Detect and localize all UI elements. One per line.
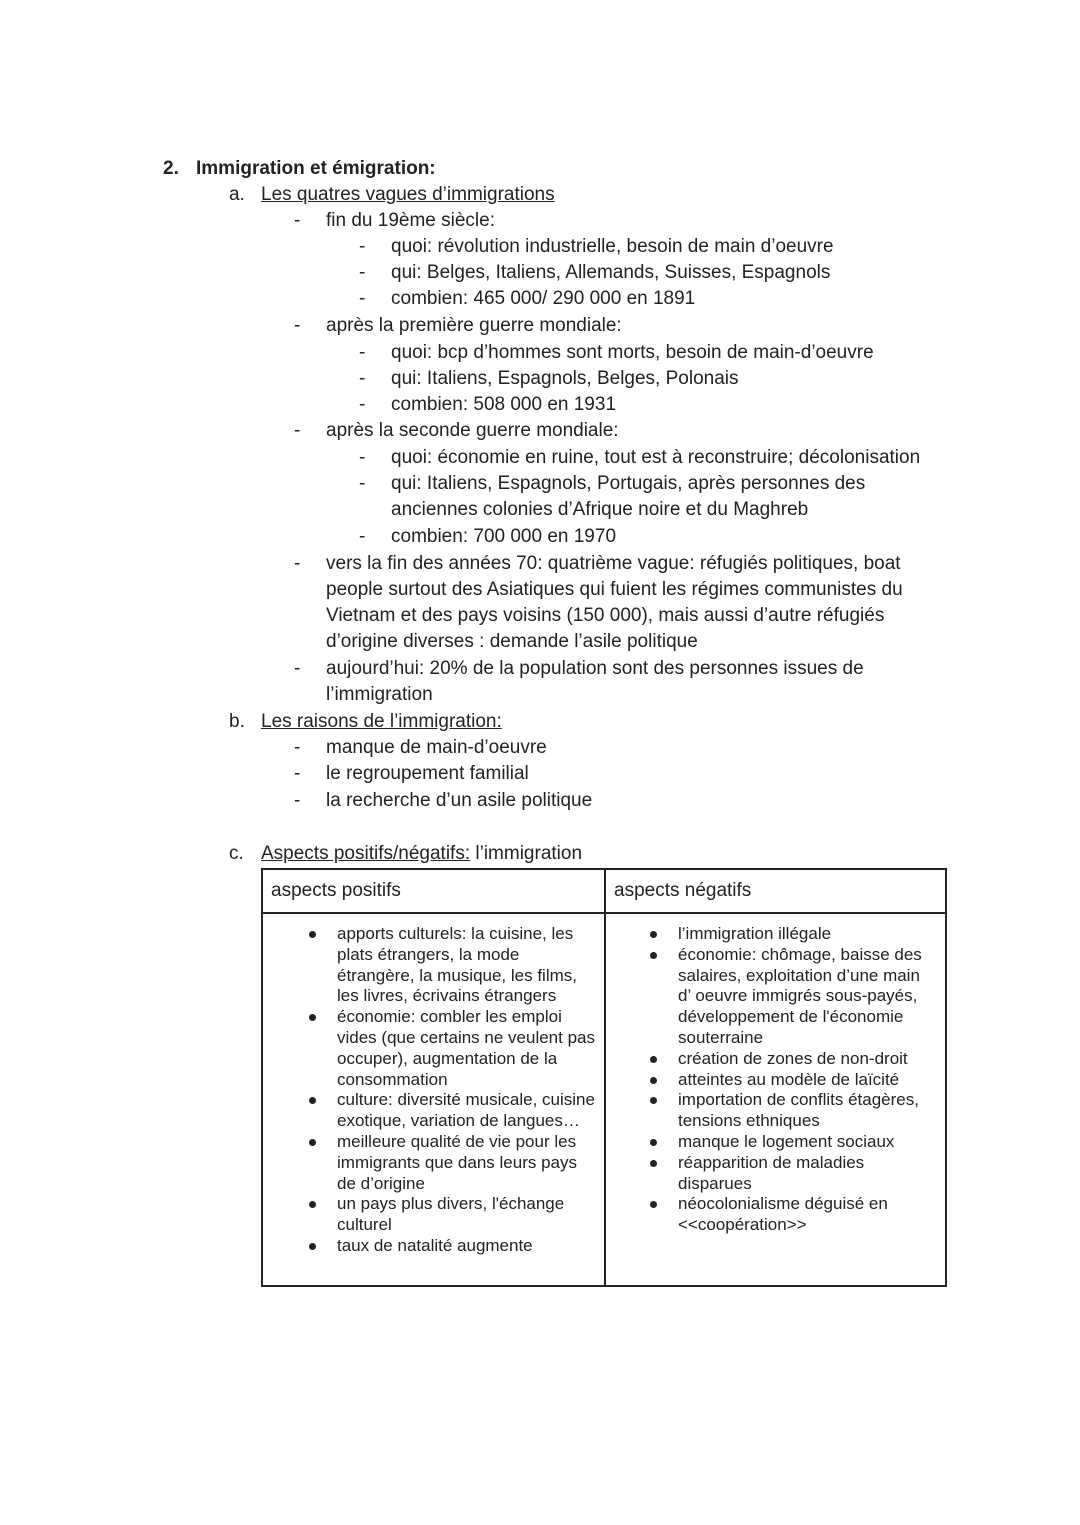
wave-detail: - combien: 508 000 en 1931 — [359, 394, 617, 415]
positive-list — [271, 924, 596, 1257]
bullet-icon — [650, 1139, 657, 1146]
section-number: 2. — [163, 158, 179, 179]
subsection-title: Les quatres vagues d’immigrations — [261, 184, 555, 205]
wave-item: - vers la fin des années 70: quatrième vague: réfugiés politiques, boat people surtout des Asiatiques qui fuient les régimes communistes du Vietnam et des pays voisins (150 000), mais aussi d’autre réfugiés d’origine diverses : demande l’asile politique — [294, 553, 903, 652]
subsection-title: Les raisons de l’immigration: — [261, 711, 502, 732]
section-title: Immigration et émigration: — [196, 158, 436, 179]
wave-detail: - qui: Italiens, Espagnols, Belges, Polonais — [359, 368, 739, 389]
list-item: taux de natalité augmente — [271, 1236, 596, 1257]
wave-item: - après la seconde guerre mondiale: — [294, 420, 619, 441]
list-item: économie: combler les emploi vides (que certains ne veulent pas occuper), augmentation de la consommation — [271, 1007, 596, 1090]
list-item: économie: chômage, baisse des salaires, exploitation d’une main d’ oeuvre immigrés sous-payés, développement de l'économie souterraine — [614, 945, 937, 1049]
subsection-letter: a. — [229, 184, 245, 205]
bullet-icon — [650, 1201, 657, 1208]
wave-item: - après la première guerre mondiale: — [294, 315, 622, 336]
bullet-icon — [650, 1056, 657, 1063]
list-item: création de zones de non-droit — [614, 1049, 937, 1070]
bullet-icon — [650, 931, 657, 938]
wave-detail: - qui: Belges, Italiens, Allemands, Suisses, Espagnols — [359, 262, 831, 283]
wave-detail: - quoi: économie en ruine, tout est à reconstruire; décolonisation — [359, 447, 921, 468]
list-item: atteintes au modèle de laïcité — [614, 1070, 937, 1091]
wave-detail: - combien: 465 000/ 290 000 en 1891 — [359, 288, 696, 309]
reason-item: - le regroupement familial — [294, 763, 529, 784]
bullet-icon — [309, 1139, 316, 1146]
list-item: meilleure qualité de vie pour les immigrants que dans leurs pays de d’origine — [271, 1132, 596, 1194]
subsection-letter: b. — [229, 711, 245, 732]
subsection-letter: c. — [229, 843, 244, 864]
list-item: culture: diversité musicale, cuisine exotique, variation de langues… — [271, 1090, 596, 1132]
positive-cell — [262, 913, 605, 1286]
bullet-icon — [309, 1243, 316, 1250]
reason-item: - manque de main-d’oeuvre — [294, 737, 547, 758]
list-item: l’immigration illégale — [614, 924, 937, 945]
wave-item: - fin du 19ème siècle: — [294, 210, 495, 231]
bullet-icon — [309, 1201, 316, 1208]
list-item: néocolonialisme déguisé en <<coopération>> — [614, 1194, 937, 1236]
aspects-table — [261, 868, 947, 1287]
wave-detail: - quoi: bcp d’hommes sont morts, besoin de main-d’oeuvre — [359, 342, 874, 363]
reason-item: - la recherche d’un asile politique — [294, 790, 593, 811]
bullet-icon — [650, 1077, 657, 1084]
list-item: manque le logement sociaux — [614, 1132, 937, 1153]
subsection-reasons-heading — [229, 709, 502, 735]
subsection-aspects-heading — [229, 841, 582, 867]
table-header-row — [262, 869, 946, 913]
header-negative: aspects négatifs — [605, 869, 946, 913]
wave-item: - aujourd’hui: 20% de la population sont des personnes issues de l’immigration — [294, 658, 864, 705]
list-item: réapparition de maladies disparues — [614, 1153, 937, 1195]
bullet-icon — [309, 1097, 316, 1104]
bullet-icon — [650, 952, 657, 959]
wave-detail: - quoi: révolution industrielle, besoin de main d’oeuvre — [359, 236, 834, 257]
list-item: un pays plus divers, l'échange culturel — [271, 1194, 596, 1236]
subsection-waves-heading — [229, 182, 555, 208]
bullet-icon — [309, 1014, 316, 1021]
list-item: apports culturels: la cuisine, les plats étrangers, la mode étrangère, la musique, les films, les livres, écrivains étrangers — [271, 924, 596, 1007]
bullet-icon — [309, 931, 316, 938]
subsection-title-rest: l’immigration — [470, 843, 583, 864]
bullet-icon — [650, 1160, 657, 1167]
list-item: importation de conflits étagères, tensions ethniques — [614, 1090, 937, 1132]
header-positive: aspects positifs — [262, 869, 605, 913]
negative-cell — [605, 913, 946, 1286]
wave-detail: - qui: Italiens, Espagnols, Portugais, après personnes des anciennes colonies d’Afrique noire et du Maghreb — [359, 473, 866, 520]
table-row — [262, 913, 946, 1286]
bullet-icon — [650, 1097, 657, 1104]
subsection-title: Aspects positifs/négatifs: — [261, 843, 471, 864]
section-heading — [163, 156, 436, 182]
negative-list — [614, 924, 937, 1236]
wave-detail: - combien: 700 000 en 1970 — [359, 526, 617, 547]
